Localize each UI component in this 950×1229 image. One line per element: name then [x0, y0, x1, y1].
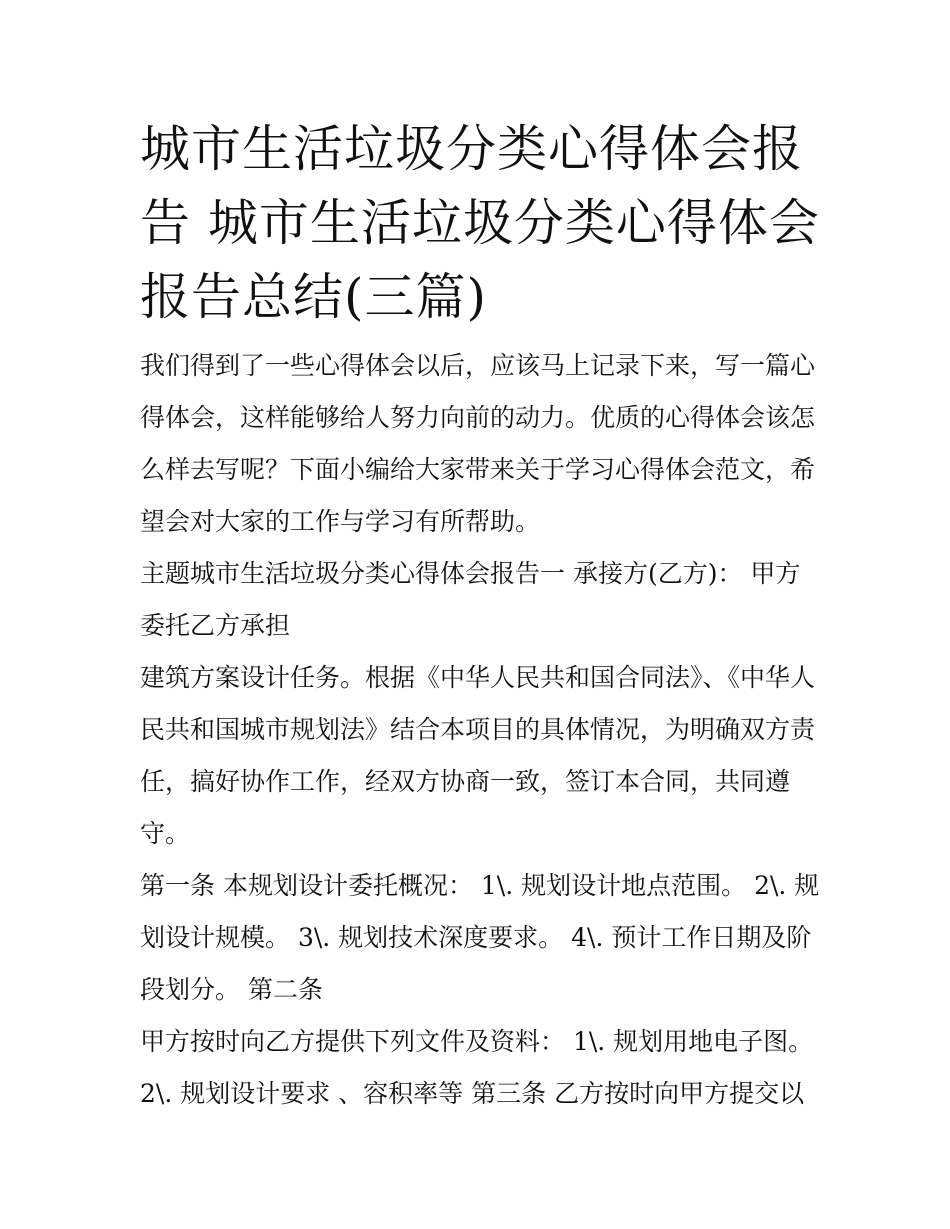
paragraph-article-2: 甲方按时向乙方提供下列文件及资料： 1\. 规划用地电子图。 2\. 规划设计要求 、容积率等 第三条 乙方按时向甲方提交以	[140, 1027, 814, 1108]
paragraph-intro: 我们得到了一些心得体会以后，应该马上记录下来，写一篇心得体会，这样能够给人努力向前的动力。优质的心得体会该怎么样去写呢？下面小编给大家带来关于学习心得体会范文，希望会对大家的工作与学习有所帮助。	[140, 351, 816, 536]
paragraph-topic: 主题城市生活垃圾分类心得体会报告一 承接方(乙方)： 甲方委托乙方承担	[140, 559, 801, 640]
paragraph-article-1: 第一条 本规划设计委托概况： 1\. 规划设计地点范围。 2\. 规划设计规模。 3\. 规划技术深度要求。 4\. 预计工作日期及阶段划分。 第二条	[140, 871, 820, 1004]
document-page	[140, 112, 820, 1120]
document-title: 城市生活垃圾分类心得体会报告 城市生活垃圾分类心得体会报告总结(三篇)	[140, 120, 820, 326]
paragraph-task: 建筑方案设计任务。根据《中华人民共和国合同法》、《中华人民共和国城市规划法》结合本项目的具体情况，为明确双方责任，搞好协作工作，经双方协商一致，签订本合同，共同遵守。	[140, 663, 816, 848]
